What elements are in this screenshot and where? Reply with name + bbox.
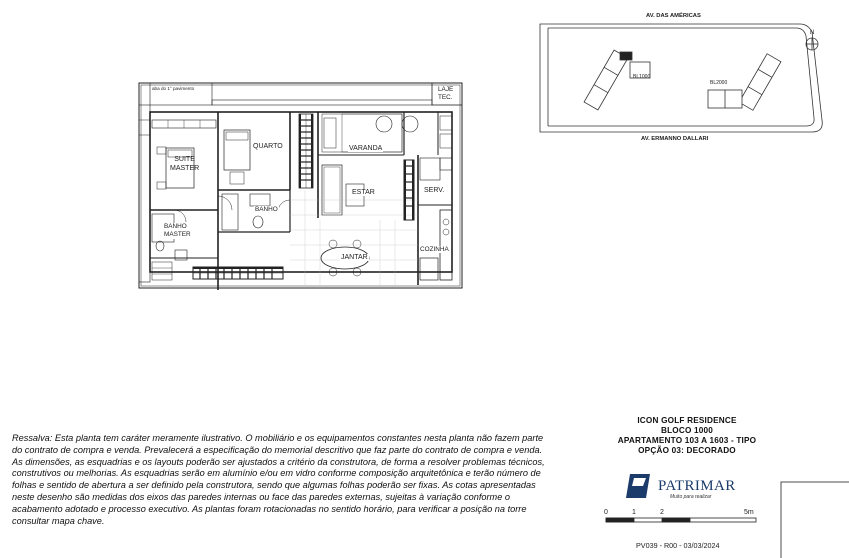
drawing-code: PV039 - R00 - 03/03/2024 (636, 541, 720, 550)
project-title-block (592, 416, 782, 456)
brand-tagline: Muito para realizar (670, 494, 712, 500)
project-block: BLOCO 1000 (660, 426, 714, 435)
scale-tick-2: 2 (660, 509, 664, 516)
scale-tick-1: 1 (632, 509, 636, 516)
room-serv: SERV. (424, 187, 445, 194)
stamp-box (781, 482, 849, 558)
room-banho: BANHO (255, 206, 278, 213)
scale-tick-0: 0 (604, 509, 608, 516)
room-laje-tec: LAJE TEC. (438, 86, 454, 101)
room-varanda: VARANDA (349, 145, 383, 152)
road-bottom-label: AV. ERMANNO DALLARI (641, 136, 709, 142)
block2-label: BL2000 (710, 80, 728, 86)
slab-note: aba do 1° pavimento (152, 86, 195, 91)
scale-tick-5m: 5m (744, 509, 754, 516)
project-name: ICON GOLF RESIDENCE (637, 416, 737, 425)
brand-name: PATRIMAR (658, 478, 736, 494)
north-label: N (810, 30, 815, 36)
room-estar: ESTAR (352, 189, 375, 196)
scale-bar (606, 518, 756, 522)
key-map (540, 24, 822, 132)
project-option: OPÇÃO 03: DECORADO (638, 446, 736, 455)
room-suite-master: SUITE MASTER (170, 156, 200, 172)
room-cozinha: COZINHA (420, 246, 449, 253)
room-quarto: QUARTO (253, 143, 283, 150)
patrimar-logo-icon (626, 474, 650, 498)
disclaimer-text: Ressalva: Esta planta tem caráter meramente ilustrativo. O mobiliário e os equipamentos constantes nesta planta não fazem parte do contrato de compra e venda. Prevalecerá a especificação do memorial descritivo que faz parte do contrato de compra e venda. As dimensões, as esquadrias e os layouts poderão ser ajustados a critério da construtora, de forma a resolver problemas técnicos, construtivos ou melhorias. As esquadrias serão em alumínio e/ou em vidro conforme composição arquitetônica e terão número de folhas e sentido de abertura a ser definido pela construtora, sendo que algumas folhas poderão ser fixas. As cotas apresentadas neste desenho são medidas dos eixos das paredes internas ou face das paredes externas, sujeitas à variação conforme o acabamento adotado e processo executivo. As plantas foram rotacionadas no sentido horário, para verificar a posição na torre consultar mapa chave. (12, 433, 545, 526)
block1-label: BL1000 (633, 74, 651, 80)
project-apartment: APARTAMENTO 103 A 1603 - TIPO (617, 436, 757, 445)
room-jantar: JANTAR (341, 254, 368, 261)
road-top-label: AV. DAS AMÉRICAS (646, 13, 701, 19)
room-banho-master: BANHO MASTER (164, 223, 191, 238)
